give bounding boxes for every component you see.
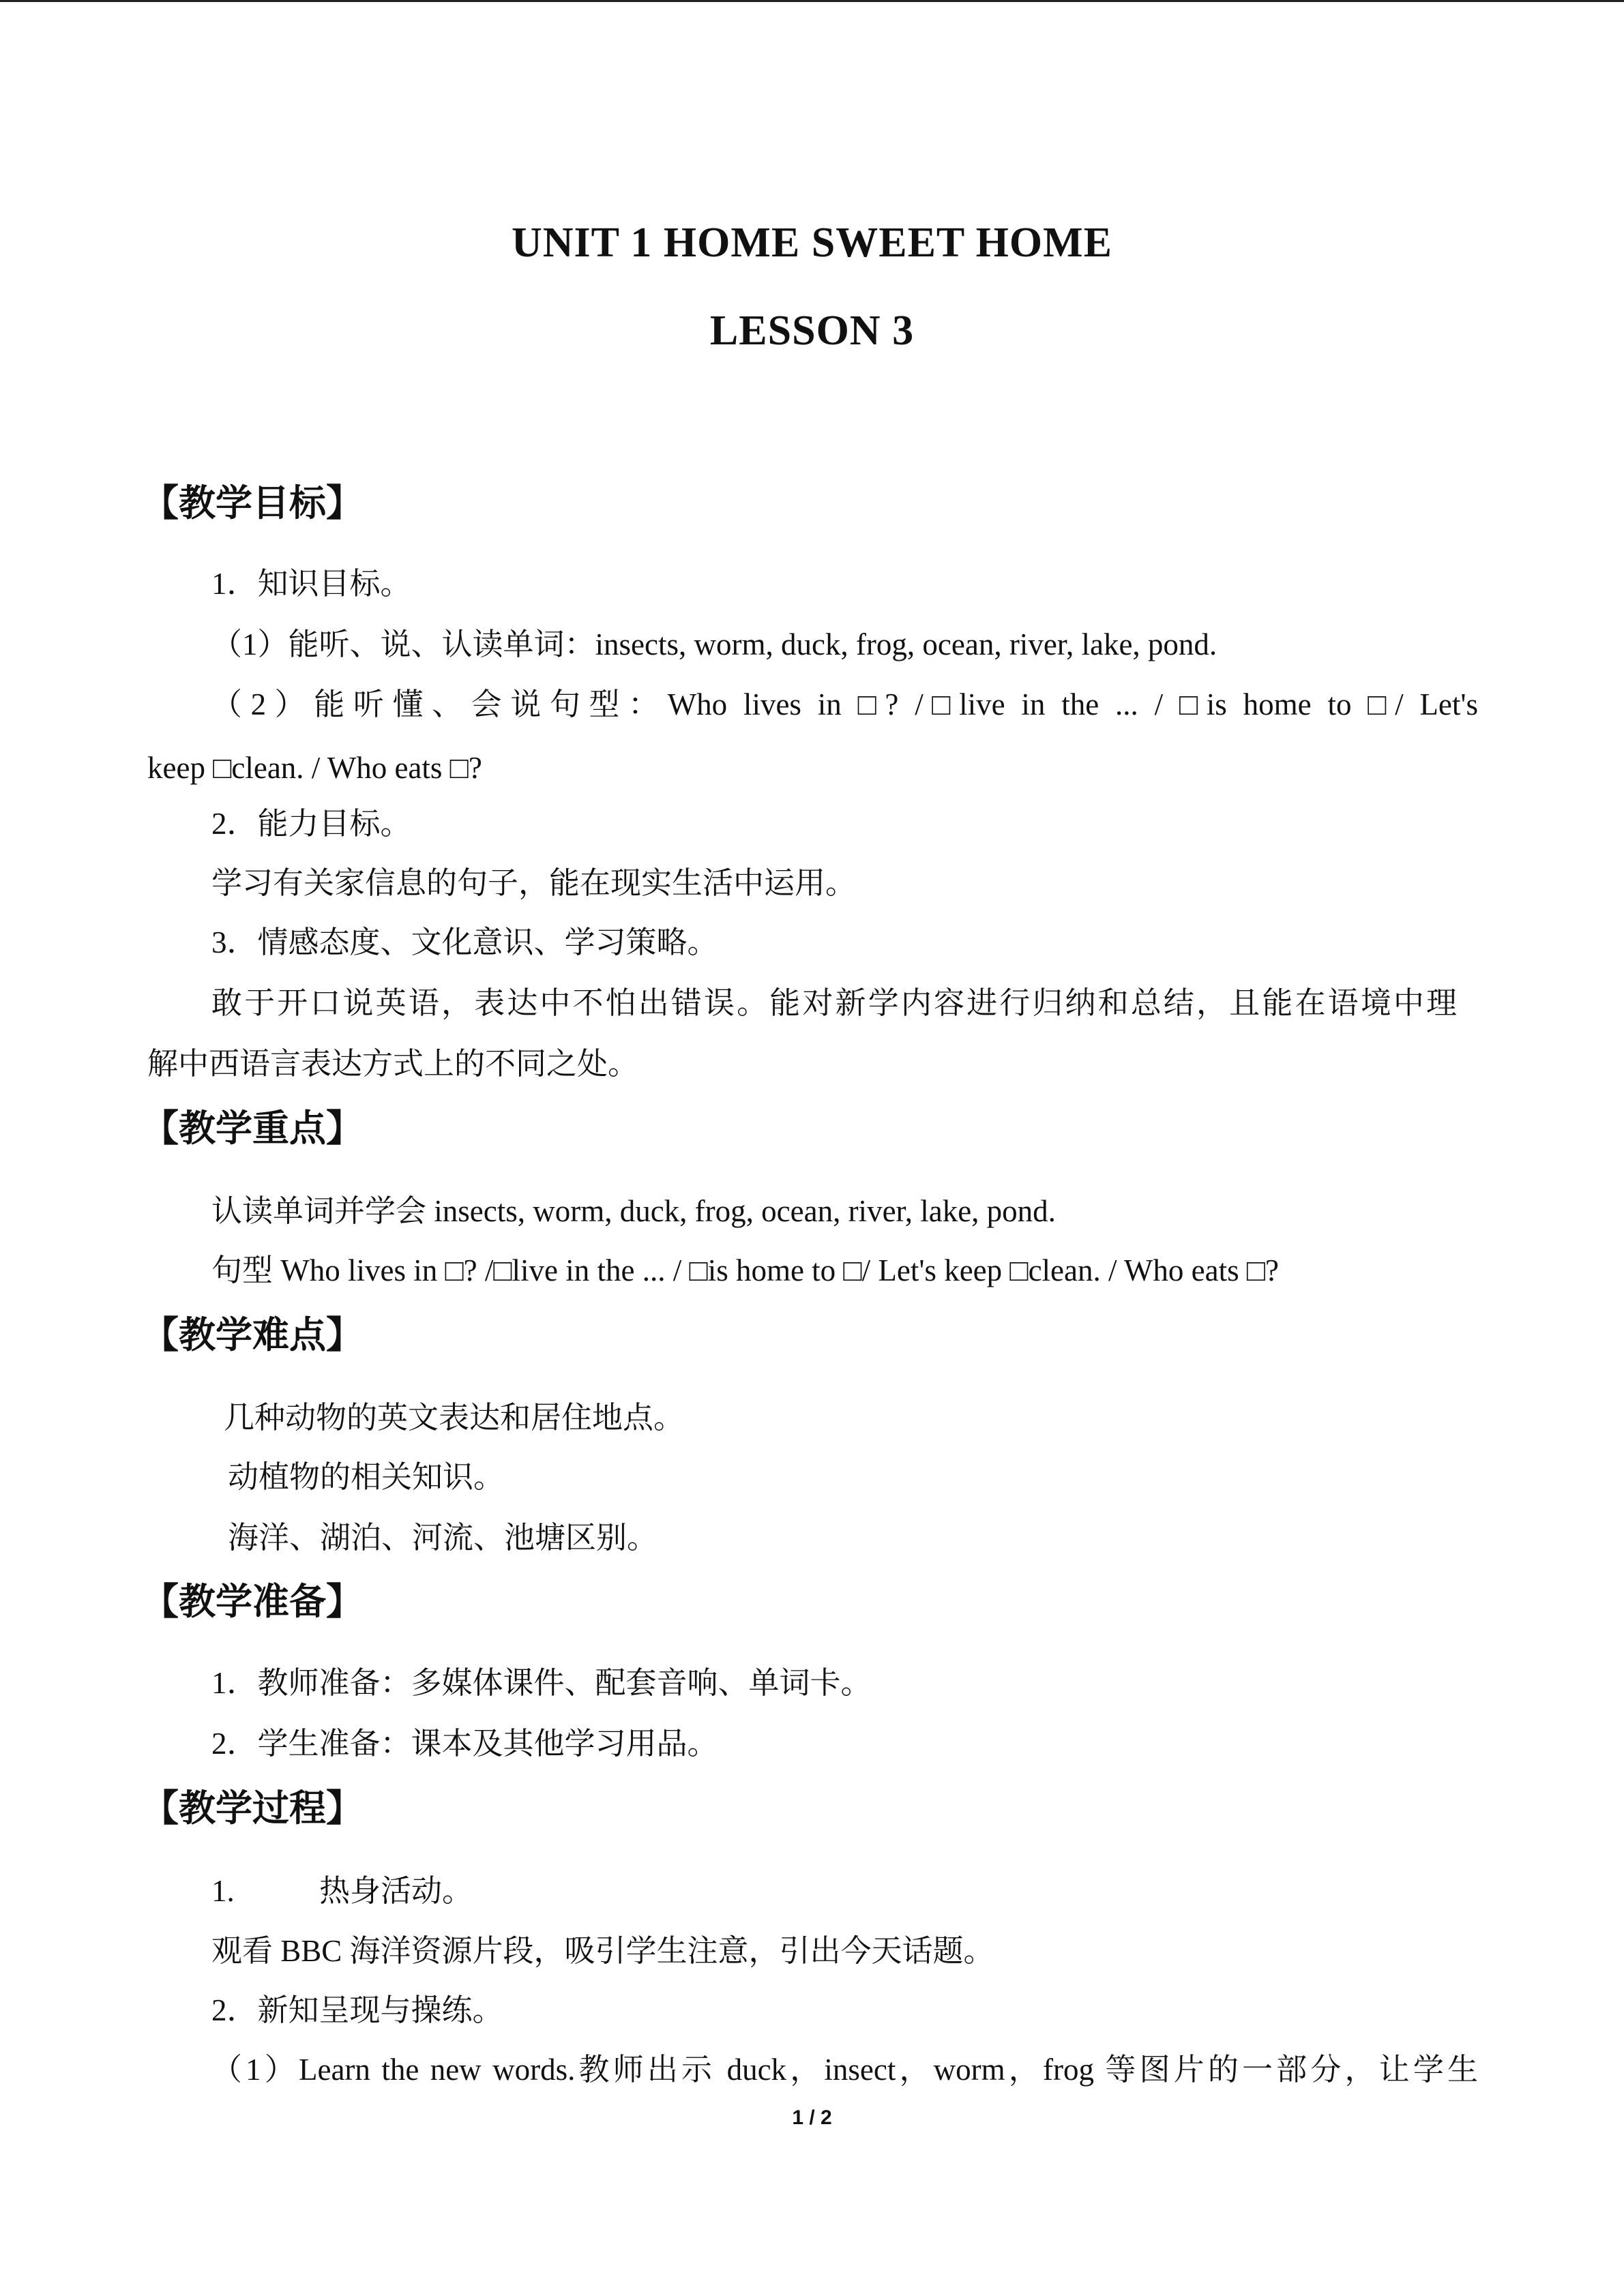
- process-step-2-title: 2．新知呈现与操练。: [211, 1993, 503, 2027]
- section-heading-key-points: 【教学重点】: [142, 1107, 363, 1150]
- objective-ability-detail: 学习有关家信息的句子，能在现实生活中运用。: [211, 866, 857, 900]
- objective-vocab: （1）能听、说、认读单词：insects, worm, duck, frog, ocean, river, lake, pond.: [211, 627, 1217, 661]
- preparation-student: 2．学生准备：课本及其他学习用品。: [211, 1727, 718, 1761]
- preparation-teacher: 1．教师准备：多媒体课件、配套音响、单词卡。: [211, 1666, 872, 1700]
- process-step-1-detail: 观看 BBC 海洋资源片段，吸引学生注意，引出今天话题。: [211, 1934, 994, 1968]
- key-point-vocab: 认读单词并学会 insects, worm, duck, frog, ocean, river, lake, pond.: [211, 1194, 1056, 1228]
- objective-ability: 2．能力目标。: [211, 807, 411, 841]
- page-indicator: 1 / 2: [792, 2106, 832, 2129]
- objective-attitude-detail-cont: 解中西语言表达方式上的不同之处。: [147, 1047, 639, 1081]
- difficulty-3: 海洋、湖泊、河流、池塘区别。: [228, 1521, 658, 1555]
- process-step-1-title: 热身活动。: [319, 1874, 473, 1908]
- difficulty-2: 动植物的相关知识。: [228, 1460, 505, 1494]
- section-heading-difficulties: 【教学难点】: [142, 1313, 363, 1356]
- key-point-sentences: 句型 Who lives in □? /□live in the ... / □is home to □/ Let's keep □clean. / Who eats □?: [211, 1253, 1280, 1287]
- document-title: UNIT 1 HOME SWEET HOME: [512, 220, 1112, 266]
- difficulty-1: 几种动物的英文表达和居住地点。: [224, 1401, 685, 1435]
- objective-attitude: 3．情感态度、文化意识、学习策略。: [211, 925, 718, 959]
- process-step-1-number: 1.: [211, 1874, 235, 1908]
- objective-attitude-detail: 敢于开口说英语，表达中不怕出错误。能对新学内容进行归纳和总结，且能在语境中理: [211, 986, 1457, 1020]
- objective-sentences-cont: keep □clean. / Who eats □?: [147, 751, 482, 785]
- document-subtitle: LESSON 3: [709, 308, 915, 354]
- objective-sentences: （2）能听懂、会说句型：Who lives in □? /□live in the ... / □is home to □/ Let's: [211, 687, 1478, 721]
- process-step-2-detail: （1）Learn the new words.教师出示 duck，insect，worm，frog 等图片的一部分，让学生: [211, 2053, 1478, 2087]
- section-heading-preparation: 【教学准备】: [142, 1580, 363, 1623]
- objective-knowledge: 1．知识目标。: [211, 567, 411, 601]
- section-heading-process: 【教学过程】: [142, 1787, 363, 1830]
- section-heading-objectives: 【教学目标】: [142, 481, 363, 524]
